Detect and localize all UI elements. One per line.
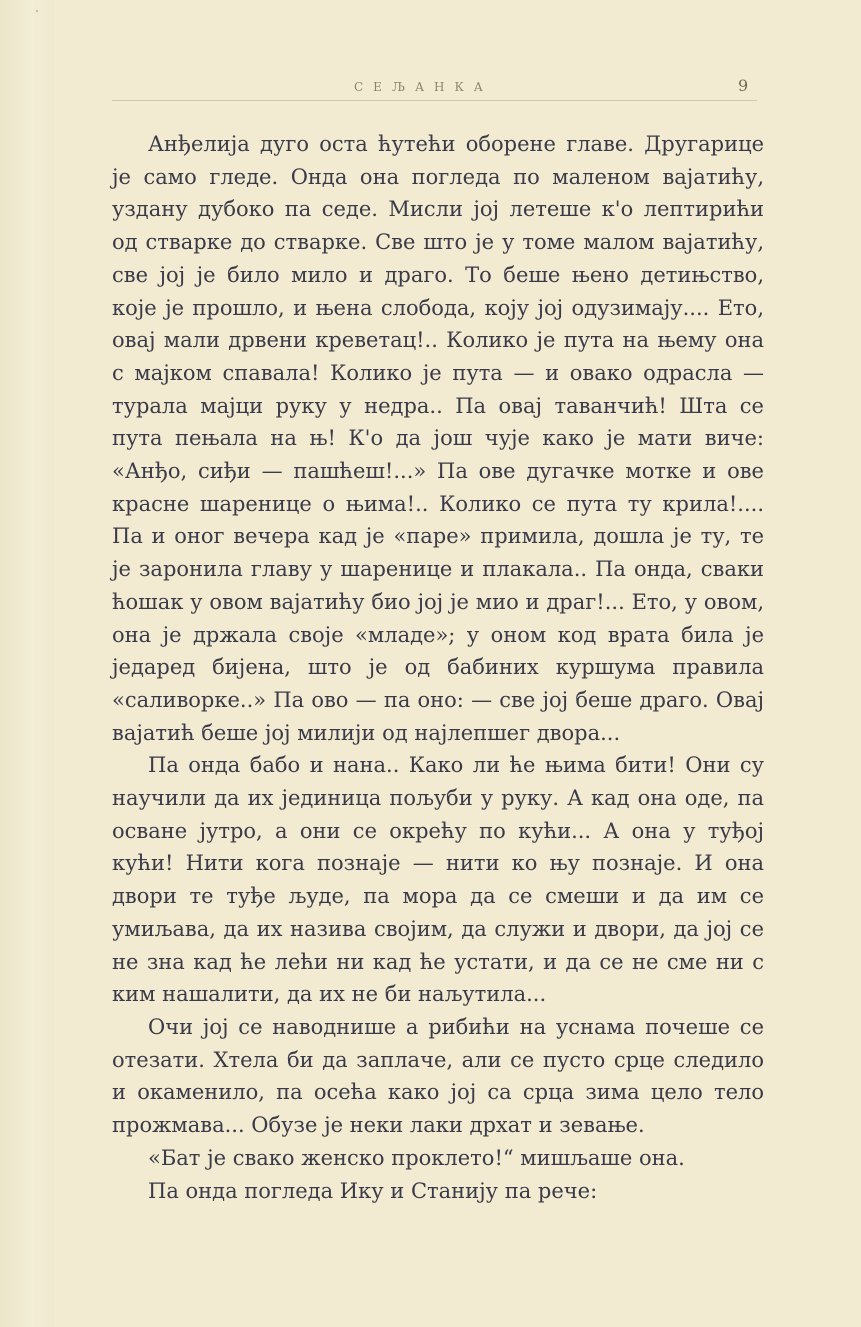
header-rule [112, 100, 757, 101]
spine-dot [36, 10, 38, 12]
running-head: СЕЉАНКА [354, 80, 493, 94]
paragraph: «Бат је свако женско проклето!“ мишљаше она. [148, 1145, 685, 1170]
paragraph: Па онда погледа Ику и Станију па рече: [148, 1178, 598, 1203]
paragraph: Па онда бабо и нана.. Како ли ће њима бити! Они су научили да их јединица пољуби у руку. А кад она оде, па осване јутро, а они се окрећу по кући... А она у туђој кући! Нити кога познаје — нити ко њу познаје. И она двори те туђе људе, па мора да се смеши и да им се умиљава, да их назива својим, да служи и двори, да јој се не зна кад ће лећи ни кад ће устати, и да се не сме ни с ким нашалити, да их не би наљутила... [112, 753, 764, 1007]
book-spine [0, 0, 54, 1327]
page-number: 9 [738, 76, 749, 95]
paragraph: Анђелија дуго оста ћутећи оборене главе. Другарице је само гледе. Онда она погледа по маленом вајатићу, уздану дубоко па седе. Мисли јој летеше к'о лептирићи од стварке до стварке. Све што је у томе малом вајатићу, све јој је било мило и драго. То беше њено детињство, које је прошло, и њена слобода, коју јој одузимају.... Ето, овај мали дрвени креветац!.. Колико је пута на њему она с мајком спавала! Колико је пута — и овако одрасла — турала мајци руку у недра.. Па овај таванчић! Шта се пута пењала на њ! К'о да још чује како је мати виче: «Анђо, сиђи — пашћеш!...» Па ове дугачке мотке и ове красне шаренице о њима!.. Колико се пута ту крила!.... Па и оног вечера кад је «паре» примила, дошла је ту, те је заронила главу у шаренице и плакала.. Па онда, сваки ћошак у овом вајатићу био јој је мио и драг!... Ето, у овом, она је држала своје «младе»; у оном код врата била је једаред бијена, што је од бабиних куршума правила «саливорке..» Па ово — па оно: — све јој беше драго. Овај вајатић беше јој милији од најлепшег двора... [112, 132, 764, 745]
paragraph: Очи јој се наводнише а рибићи на уснама почеше се отезати. Хтела би да заплаче, али се пусто срце следило и окаменило, па осећа како јој са срца зима цело тело прожмава... Обузе је неки лаки дрхат и зевање. [112, 1014, 764, 1138]
body-text [112, 128, 764, 1207]
